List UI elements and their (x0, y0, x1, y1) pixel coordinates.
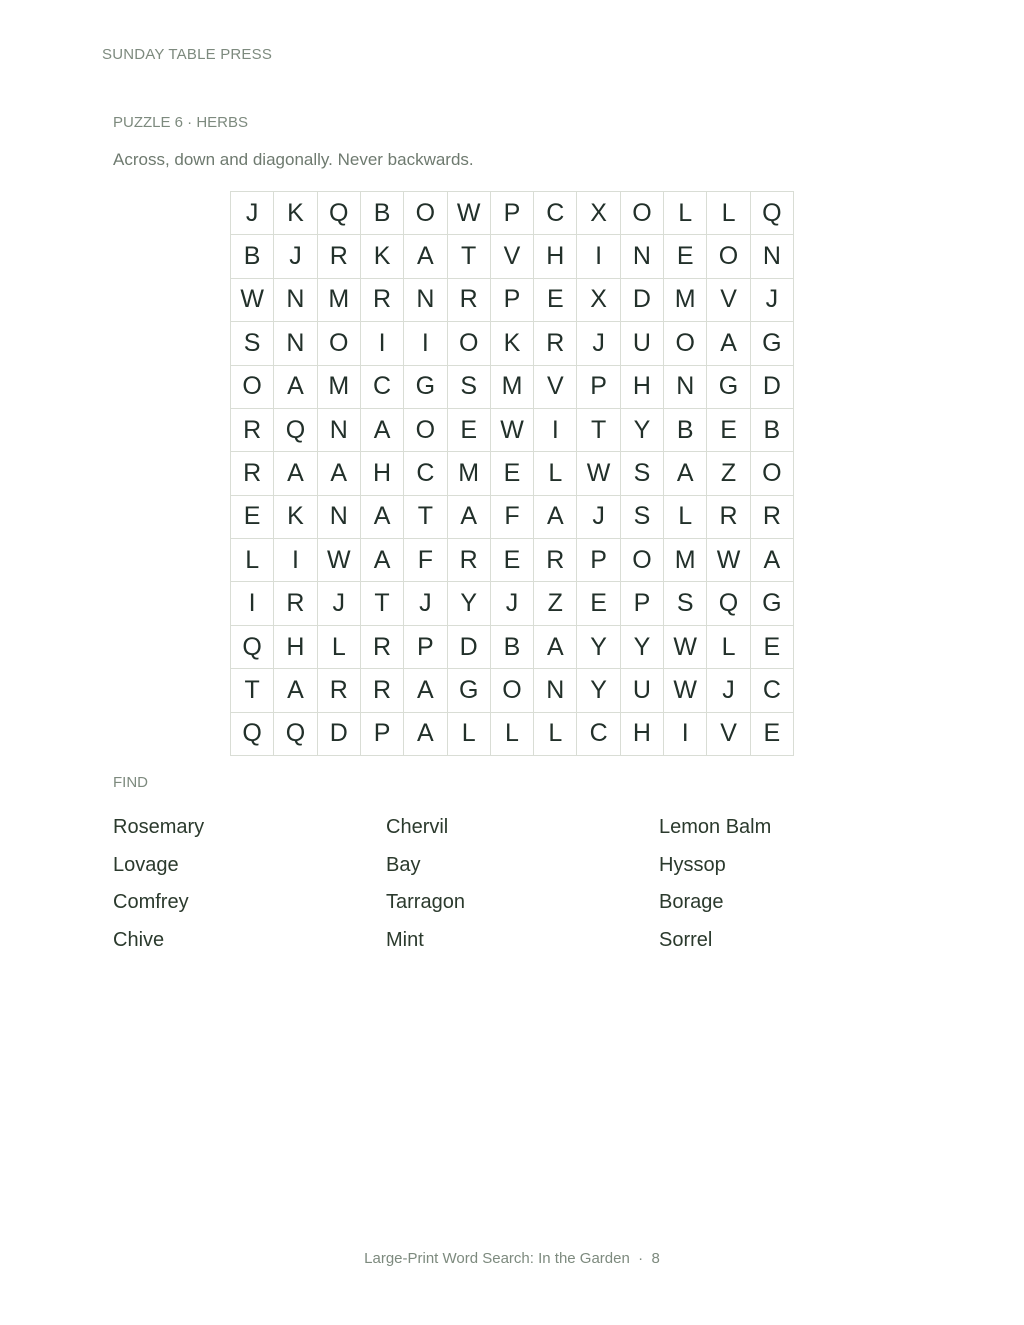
grid-cell[interactable]: V (534, 366, 577, 409)
grid-cell[interactable]: H (534, 235, 577, 278)
grid-cell[interactable]: G (707, 366, 750, 409)
grid-cell[interactable]: P (404, 626, 447, 669)
grid-cell[interactable]: T (577, 409, 620, 452)
grid-cell[interactable]: N (621, 235, 664, 278)
grid-cell[interactable]: S (231, 322, 274, 365)
grid-cell[interactable]: I (577, 235, 620, 278)
grid-cell[interactable]: X (577, 192, 620, 235)
grid-cell[interactable]: S (664, 582, 707, 625)
letter-grid (230, 191, 794, 756)
grid-cell[interactable]: Q (274, 409, 317, 452)
grid-cell[interactable]: O (621, 192, 664, 235)
grid-cell[interactable]: A (318, 452, 361, 495)
grid-cell[interactable]: L (664, 192, 707, 235)
grid-cell[interactable]: G (751, 322, 794, 365)
grid-cell[interactable]: V (707, 279, 750, 322)
grid-cell[interactable]: J (231, 192, 274, 235)
grid-cell[interactable]: I (534, 409, 577, 452)
grid-cell[interactable]: Z (534, 582, 577, 625)
grid-cell[interactable]: L (707, 626, 750, 669)
grid-cell[interactable]: G (751, 582, 794, 625)
grid-cell[interactable]: P (577, 539, 620, 582)
grid-cell[interactable]: T (404, 496, 447, 539)
grid-cell[interactable]: B (751, 409, 794, 452)
find-label: FIND (113, 774, 148, 791)
puzzle-instructions: Across, down and diagonally. Never backwards. (113, 150, 474, 169)
grid-cell[interactable]: U (621, 669, 664, 712)
grid-cell[interactable]: P (491, 192, 534, 235)
find-word: Mint (386, 928, 424, 951)
find-word: Sorrel (659, 928, 713, 951)
grid-cell[interactable]: B (664, 409, 707, 452)
grid-cell[interactable]: D (318, 713, 361, 756)
grid-cell[interactable]: A (707, 322, 750, 365)
publisher-name: SUNDAY TABLE PRESS (102, 46, 273, 63)
grid-cell[interactable]: C (534, 192, 577, 235)
grid-cell[interactable]: L (664, 496, 707, 539)
grid-cell[interactable]: A (274, 452, 317, 495)
grid-cell[interactable]: R (448, 539, 491, 582)
grid-cell[interactable]: L (534, 452, 577, 495)
grid-cell[interactable]: P (361, 713, 404, 756)
grid-cell[interactable]: A (404, 713, 447, 756)
find-word: Lovage (113, 853, 179, 876)
grid-cell[interactable]: O (448, 322, 491, 365)
grid-cell[interactable]: K (491, 322, 534, 365)
find-word: Chive (113, 928, 165, 951)
grid-cell[interactable]: W (707, 539, 750, 582)
grid-cell[interactable]: H (621, 713, 664, 756)
grid-cell[interactable]: B (231, 235, 274, 278)
grid-cell[interactable]: A (448, 496, 491, 539)
find-word: Borage (659, 891, 724, 913)
grid-cell[interactable]: E (751, 626, 794, 669)
grid-cell[interactable]: T (448, 235, 491, 278)
grid-cell[interactable]: I (361, 322, 404, 365)
grid-cell[interactable]: E (577, 582, 620, 625)
grid-cell[interactable]: N (318, 496, 361, 539)
grid-cell[interactable]: A (404, 669, 447, 712)
grid-cell[interactable]: C (404, 452, 447, 495)
grid-cell[interactable]: Q (231, 713, 274, 756)
page-footer: Large-Print Word Search: In the Garden · 8 (364, 1250, 660, 1267)
grid-cell[interactable]: R (361, 279, 404, 322)
grid-cell[interactable]: K (361, 235, 404, 278)
grid-cell[interactable]: W (577, 452, 620, 495)
grid-cell[interactable]: E (664, 235, 707, 278)
grid-cell[interactable]: A (664, 452, 707, 495)
grid-cell[interactable]: Y (621, 409, 664, 452)
grid-cell[interactable]: N (534, 669, 577, 712)
grid-cell[interactable]: N (751, 235, 794, 278)
grid-cell[interactable]: E (534, 279, 577, 322)
grid-cell[interactable]: L (231, 539, 274, 582)
grid-cell[interactable]: W (318, 539, 361, 582)
find-word: Bay (386, 853, 421, 876)
grid-cell[interactable]: N (318, 409, 361, 452)
grid-cell[interactable]: P (621, 582, 664, 625)
grid-cell[interactable]: A (274, 366, 317, 409)
grid-cell[interactable]: B (491, 626, 534, 669)
grid-cell[interactable]: Q (231, 626, 274, 669)
grid-cell[interactable]: S (621, 496, 664, 539)
grid-cell[interactable]: M (664, 279, 707, 322)
find-word: Rosemary (113, 816, 205, 838)
grid-cell[interactable]: R (318, 669, 361, 712)
grid-cell[interactable]: E (231, 496, 274, 539)
grid-cell[interactable]: L (491, 713, 534, 756)
grid-cell[interactable]: T (361, 582, 404, 625)
grid-cell[interactable]: H (274, 626, 317, 669)
grid-cell[interactable]: J (491, 582, 534, 625)
grid-cell[interactable]: C (577, 713, 620, 756)
grid-cell[interactable]: A (361, 539, 404, 582)
grid-cell[interactable]: O (404, 409, 447, 452)
word-list (113, 815, 933, 965)
grid-cell[interactable]: A (534, 626, 577, 669)
grid-cell[interactable]: F (491, 496, 534, 539)
grid-cell[interactable]: F (404, 539, 447, 582)
grid-cell[interactable]: Q (318, 192, 361, 235)
grid-cell[interactable]: J (404, 582, 447, 625)
grid-cell[interactable]: I (231, 582, 274, 625)
grid-cell[interactable]: C (751, 669, 794, 712)
grid-cell[interactable]: I (664, 713, 707, 756)
grid-cell[interactable]: D (751, 366, 794, 409)
grid-cell[interactable]: Y (577, 669, 620, 712)
grid-cell[interactable]: Y (621, 626, 664, 669)
grid-cell[interactable]: R (707, 496, 750, 539)
grid-cell[interactable]: J (318, 582, 361, 625)
grid-cell[interactable]: R (751, 496, 794, 539)
grid-cell[interactable]: U (621, 322, 664, 365)
grid-cell[interactable]: Q (707, 582, 750, 625)
grid-cell[interactable]: K (274, 192, 317, 235)
grid-cell[interactable]: M (318, 279, 361, 322)
grid-cell[interactable]: J (577, 496, 620, 539)
grid-cell[interactable]: J (274, 235, 317, 278)
grid-cell[interactable]: G (404, 366, 447, 409)
grid-cell[interactable]: V (707, 713, 750, 756)
grid-cell[interactable]: W (664, 626, 707, 669)
grid-cell[interactable]: K (274, 496, 317, 539)
grid-cell[interactable]: A (274, 669, 317, 712)
grid-cell[interactable]: M (448, 452, 491, 495)
grid-cell[interactable]: E (491, 539, 534, 582)
grid-cell[interactable]: I (274, 539, 317, 582)
grid-cell[interactable]: O (404, 192, 447, 235)
grid-cell[interactable]: R (318, 235, 361, 278)
grid-cell[interactable]: O (491, 669, 534, 712)
grid-cell[interactable]: R (448, 279, 491, 322)
grid-cell[interactable]: N (274, 322, 317, 365)
grid-cell[interactable]: J (577, 322, 620, 365)
grid-cell[interactable]: L (534, 713, 577, 756)
grid-cell[interactable]: A (534, 496, 577, 539)
grid-cell[interactable]: R (231, 452, 274, 495)
find-word: Comfrey (113, 891, 189, 913)
grid-cell[interactable]: X (577, 279, 620, 322)
grid-cell[interactable]: P (577, 366, 620, 409)
grid-cell[interactable]: R (534, 322, 577, 365)
grid-cell[interactable]: J (707, 669, 750, 712)
grid-cell[interactable]: O (318, 322, 361, 365)
grid-cell[interactable]: L (707, 192, 750, 235)
grid-cell[interactable]: O (621, 539, 664, 582)
grid-cell[interactable]: B (361, 192, 404, 235)
grid-cell[interactable]: O (664, 322, 707, 365)
grid-cell[interactable]: R (274, 582, 317, 625)
grid-cell[interactable]: E (448, 409, 491, 452)
grid-cell[interactable]: H (621, 366, 664, 409)
grid-cell[interactable]: R (534, 539, 577, 582)
find-word: Tarragon (386, 891, 465, 913)
puzzle-title: PUZZLE 6 · HERBS (113, 114, 249, 131)
grid-cell[interactable]: W (231, 279, 274, 322)
grid-cell[interactable]: Z (707, 452, 750, 495)
grid-cell[interactable]: H (361, 452, 404, 495)
grid-cell[interactable]: S (621, 452, 664, 495)
grid-cell[interactable]: O (707, 235, 750, 278)
grid-cell[interactable]: T (231, 669, 274, 712)
grid-cell[interactable]: W (491, 409, 534, 452)
grid-cell[interactable]: D (621, 279, 664, 322)
grid-cell[interactable]: A (361, 496, 404, 539)
grid-cell[interactable]: C (361, 366, 404, 409)
grid-cell[interactable]: E (751, 713, 794, 756)
grid-cell[interactable]: A (404, 235, 447, 278)
grid-cell[interactable]: V (491, 235, 534, 278)
grid-cell[interactable]: P (491, 279, 534, 322)
grid-cell[interactable]: N (664, 366, 707, 409)
grid-cell[interactable]: E (491, 452, 534, 495)
grid-cell[interactable]: A (361, 409, 404, 452)
grid-cell[interactable]: N (404, 279, 447, 322)
grid-cell[interactable]: R (361, 626, 404, 669)
grid-cell[interactable]: I (404, 322, 447, 365)
grid-cell[interactable]: M (318, 366, 361, 409)
find-word: Chervil (386, 816, 449, 838)
grid-cell[interactable]: Q (274, 713, 317, 756)
grid-cell[interactable]: Y (577, 626, 620, 669)
grid-cell[interactable]: Y (448, 582, 491, 625)
find-word: Lemon Balm (659, 816, 772, 838)
grid-cell[interactable]: Q (751, 192, 794, 235)
grid-cell[interactable]: R (361, 669, 404, 712)
grid-cell[interactable]: L (318, 626, 361, 669)
grid-cell[interactable]: N (274, 279, 317, 322)
grid-cell[interactable]: S (448, 366, 491, 409)
grid-cell[interactable]: D (448, 626, 491, 669)
grid-cell[interactable]: M (664, 539, 707, 582)
grid-cell[interactable]: R (231, 409, 274, 452)
find-word: Hyssop (659, 853, 726, 876)
grid-cell[interactable]: J (751, 279, 794, 322)
grid-cell[interactable]: A (751, 539, 794, 582)
grid-cell[interactable]: M (491, 366, 534, 409)
grid-cell[interactable]: G (448, 669, 491, 712)
grid-cell[interactable]: W (448, 192, 491, 235)
grid-cell[interactable]: W (664, 669, 707, 712)
grid-cell[interactable]: E (707, 409, 750, 452)
grid-cell[interactable]: L (448, 713, 491, 756)
grid-cell[interactable]: O (231, 366, 274, 409)
grid-cell[interactable]: O (751, 452, 794, 495)
